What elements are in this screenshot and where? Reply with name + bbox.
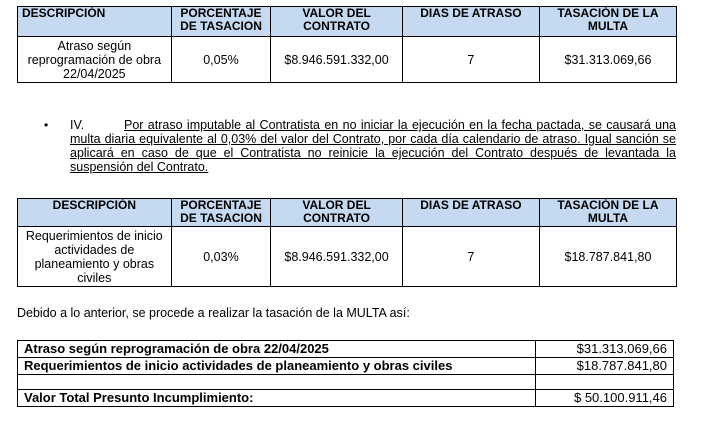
- summary-total-row: [18, 390, 674, 407]
- row-descripcion: Requerimientos de inicio actividades de planeamiento y obras civiles: [18, 227, 172, 287]
- row-porcentaje: 0,03%: [171, 227, 271, 287]
- empty-cell: [536, 375, 674, 390]
- summary-table: [17, 340, 674, 407]
- summary-empty-row: [18, 375, 674, 390]
- header-descripcion: DESCRIPCIÓN: [18, 199, 172, 227]
- empty-cell: [18, 375, 536, 390]
- header-porcentaje: PORCENTAJE DE TASACION: [171, 7, 271, 37]
- summary-intro: Debido a lo anterior, se procede a realizar la tasación de la MULTA así:: [17, 306, 410, 320]
- bullet-marker: •: [44, 118, 49, 132]
- penalty-table-2: [17, 198, 677, 287]
- header-tasacion: TASACIÓN DE LA MULTA: [539, 7, 676, 37]
- summary-value: $18.787.841,80: [536, 358, 674, 375]
- clause-numeral: IV.: [70, 118, 85, 132]
- summary-value: $31.313.069,66: [536, 341, 674, 358]
- header-porcentaje: PORCENTAJE DE TASACION: [171, 199, 271, 227]
- clause-iv-text: [70, 118, 676, 174]
- row-valor: $8.946.591.332,00: [271, 37, 403, 83]
- row-tasacion: $18.787.841,80: [539, 227, 676, 287]
- header-descripcion: DESCRIPCIÓN: [18, 7, 172, 37]
- penalty-table-1: [17, 6, 677, 83]
- header-dias: DIAS DE ATRASO: [402, 199, 539, 227]
- row-dias: 7: [402, 37, 539, 83]
- row-porcentaje: 0,05%: [171, 37, 271, 83]
- header-tasacion: TASACIÓN DE LA MULTA: [539, 199, 676, 227]
- row-valor: $8.946.591.332,00: [271, 227, 403, 287]
- clause-iv: [40, 118, 676, 174]
- row-tasacion: $31.313.069,66: [539, 37, 676, 83]
- clause-body: Por atraso imputable al Contratista en no iniciar la ejecución en la fecha pactada, se causará una multa diaria equivalente al 0,03% del valor del Contrato, por cada día calendario de atraso. Igual sanción se aplicará en caso de que el Contratista no reinicie la ejecución del Contrato después de levantada la suspensión del Contrato.: [70, 118, 676, 174]
- header-valor: VALOR DEL CONTRATO: [271, 7, 403, 37]
- summary-label: Atraso según reprogramación de obra 22/04/2025: [18, 341, 536, 358]
- summary-label: Requerimientos de inicio actividades de planeamiento y obras civiles: [18, 358, 536, 375]
- header-dias: DIAS DE ATRASO: [402, 7, 539, 37]
- row-descripcion: Atraso según reprogramación de obra 22/04/2025: [18, 37, 172, 83]
- summary-row: [18, 358, 674, 375]
- header-valor: VALOR DEL CONTRATO: [271, 199, 403, 227]
- total-label: Valor Total Presunto Incumplimiento:: [18, 390, 536, 407]
- total-value: $ 50.100.911,46: [536, 390, 674, 407]
- summary-row: [18, 341, 674, 358]
- row-dias: 7: [402, 227, 539, 287]
